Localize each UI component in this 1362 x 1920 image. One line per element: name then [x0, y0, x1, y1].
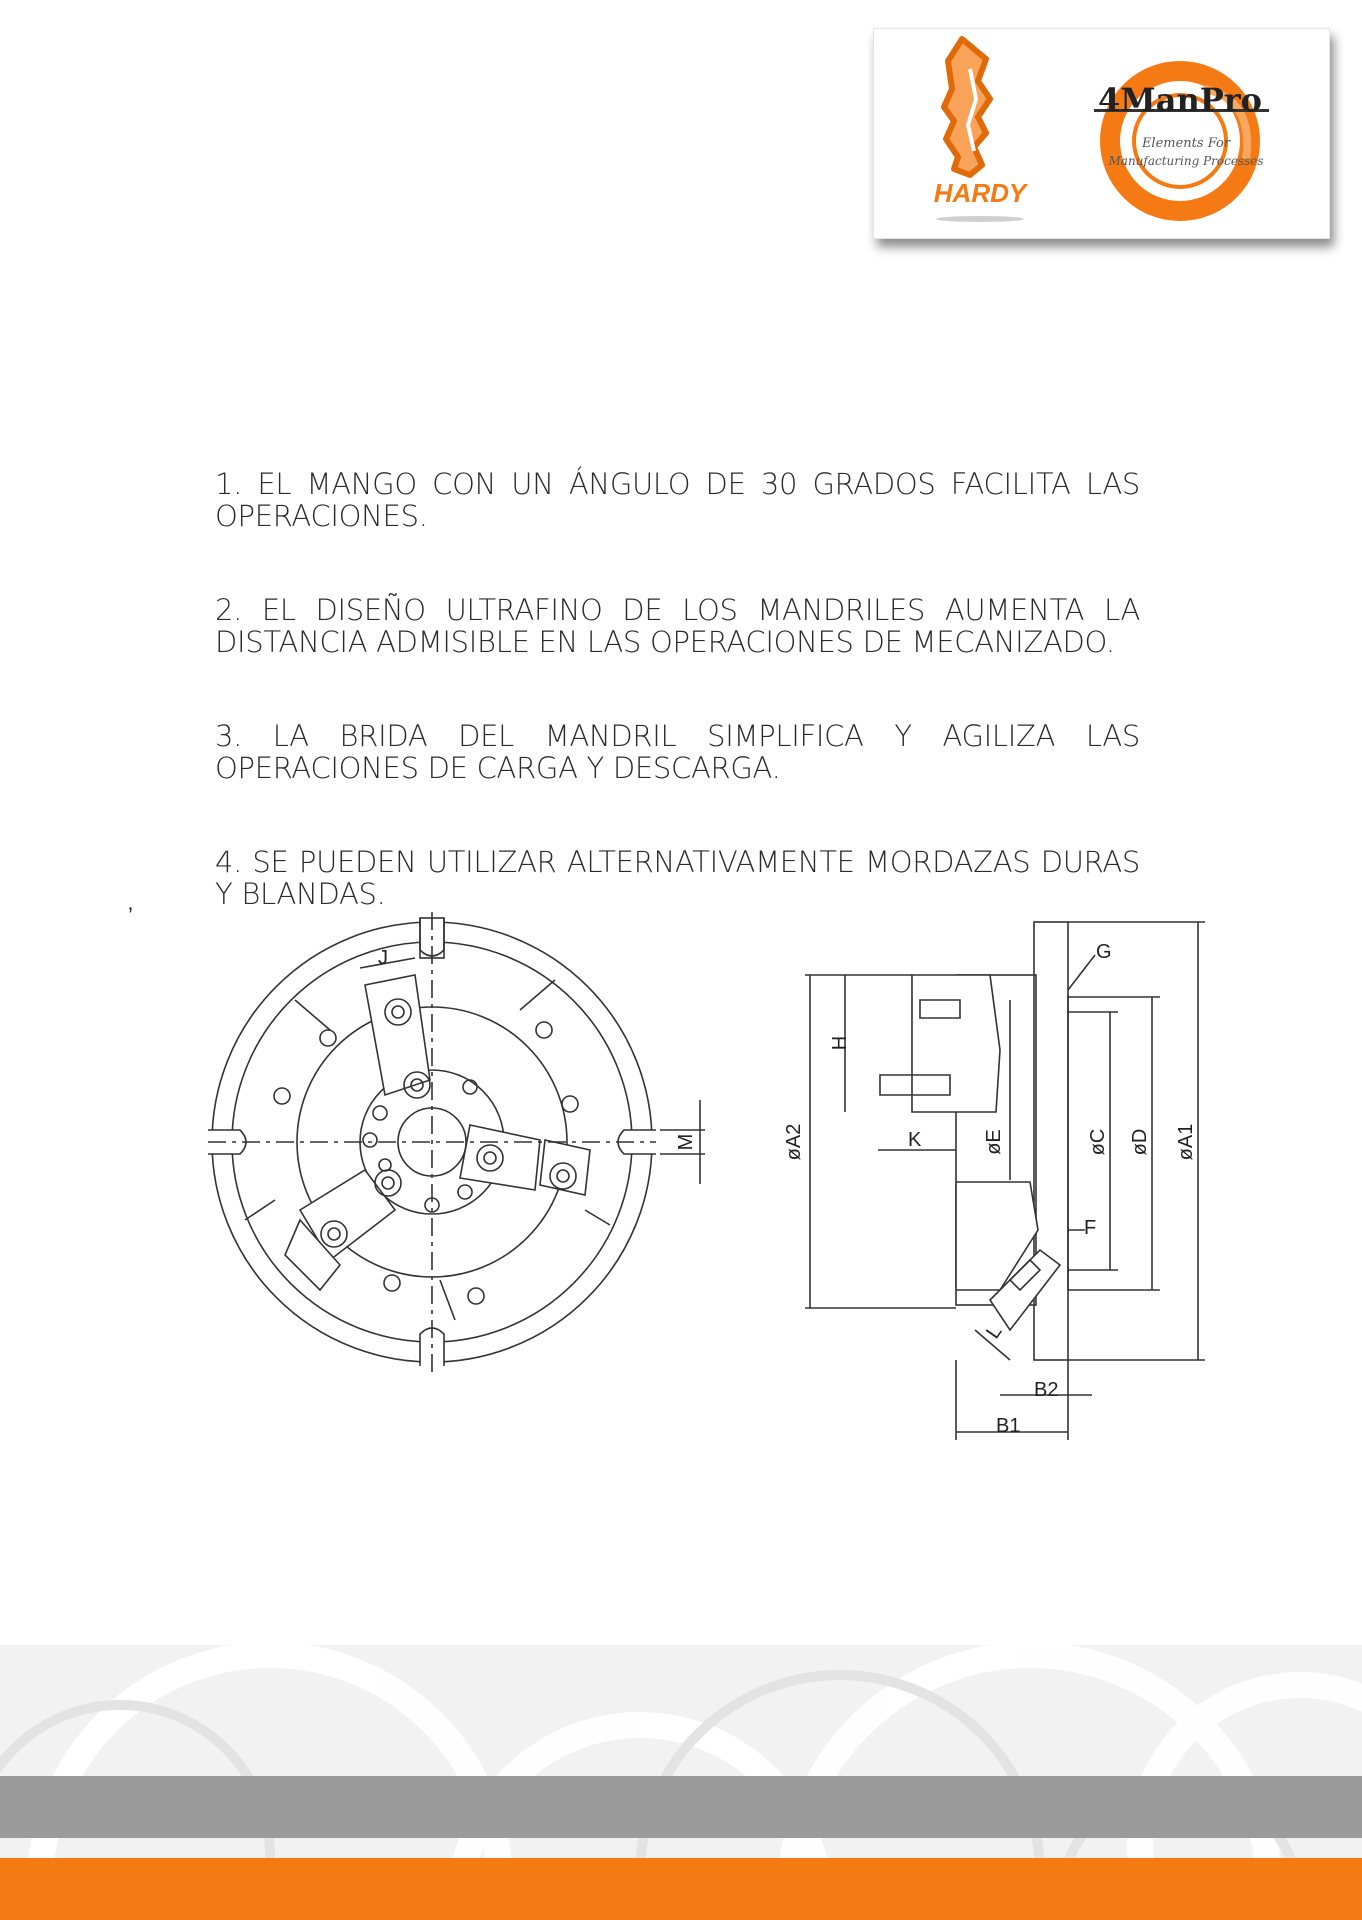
dim-label-d: øD	[1129, 1128, 1151, 1156]
dim-label-c: øC	[1087, 1128, 1109, 1156]
dim-label-e: øE	[983, 1129, 1005, 1155]
footer-gray-band	[0, 1776, 1362, 1838]
stray-mark: ’	[128, 903, 133, 928]
amanpro-tagline-1: Elements For	[1141, 136, 1231, 151]
amanpro-tagline-2: Manufacturing Processes	[1108, 154, 1264, 168]
amanpro-wordmark: 4ManPro	[1098, 81, 1262, 119]
hardy-wordmark: HARDY	[933, 178, 1027, 208]
dim-label-a2: øA2	[783, 1123, 805, 1161]
dim-label-a1: øA1	[1175, 1123, 1197, 1161]
chuck-front-view	[208, 912, 705, 1372]
feature-item-2: 2. EL DISEÑO ULTRAFINO DE LOS MANDRILES AUMENTA LA DISTANCIA ADMISIBLE EN LAS OPERACIONES DE MECANIZADO.	[215, 593, 1140, 659]
feature-item-1: 1. EL MANGO CON UN ÁNGULO DE 30 GRADOS FACILITA LAS OPERACIONES.	[215, 467, 1140, 533]
hardy-logo-mark	[944, 39, 990, 175]
feature-item-3: 3. LA BRIDA DEL MANDRIL SIMPLIFICA Y AGILIZA LAS OPERACIONES DE CARGA Y DESCARGA.	[215, 719, 1140, 785]
dim-label-b1: B1	[996, 1415, 1021, 1437]
footer-orange-band	[0, 1858, 1362, 1920]
dim-label-b2: B2	[1034, 1379, 1059, 1401]
feature-list	[215, 468, 1140, 972]
chuck-side-view	[805, 922, 1205, 1440]
dim-label-k: K	[908, 1129, 922, 1151]
dim-label-m: M	[675, 1133, 697, 1151]
dim-label-j: J	[378, 947, 388, 969]
dim-label-l: L	[982, 1321, 1007, 1343]
dim-label-h: H	[829, 1035, 851, 1051]
dim-label-f: F	[1084, 1217, 1097, 1239]
logo-graphics	[874, 29, 1329, 238]
chuck-technical-drawing	[0, 900, 1362, 1460]
dim-label-g: G	[1096, 941, 1112, 963]
feature-item-4: 4. SE PUEDEN UTILIZAR ALTERNATIVAMENTE MORDAZAS DURAS Y BLANDAS.	[215, 845, 1140, 911]
logo-banner	[873, 28, 1330, 239]
